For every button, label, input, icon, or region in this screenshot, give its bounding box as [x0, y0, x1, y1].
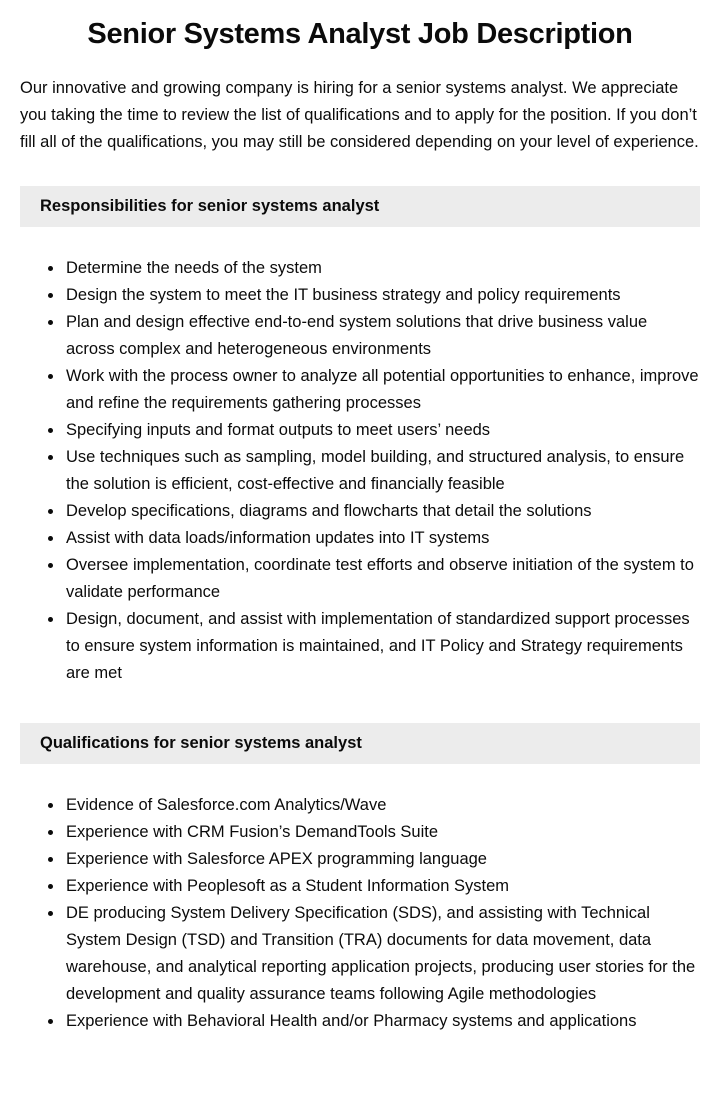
list-item: • Design, document, and assist with implementation of standardized support processes to ensure system information is maintained, and IT Policy and Strategy requirements are met [64, 606, 700, 687]
qualifications-list [20, 792, 700, 1035]
list-item: • Work with the process owner to analyze all potential opportunities to enhance, improve and refine the requirements gathering processes [64, 363, 700, 417]
list-item: • Experience with Behavioral Health and/or Pharmacy systems and applications [64, 1008, 700, 1035]
list-item: • Oversee implementation, coordinate test efforts and observe initiation of the system to validate performance [64, 552, 700, 606]
responsibilities-list [20, 255, 700, 687]
section-heading-responsibilities: Responsibilities for senior systems analyst [20, 186, 700, 227]
list-item: • Plan and design effective end-to-end system solutions that drive business value across complex and heterogeneous environments [64, 309, 700, 363]
list-item: • DE producing System Delivery Specification (SDS), and assisting with Technical System Design (TSD) and Transition (TRA) documents for data movement, data warehouse, and analytical reporting application projects, producing user stories for the development and quality assurance teams following Agile methodologies [64, 900, 700, 1008]
list-item: • Experience with CRM Fusion’s DemandTools Suite [64, 819, 700, 846]
list-item: • Develop specifications, diagrams and flowcharts that detail the solutions [64, 498, 700, 525]
list-item: • Experience with Salesforce APEX programming language [64, 846, 700, 873]
list-item: • Specifying inputs and format outputs to meet users’ needs [64, 417, 700, 444]
intro-paragraph: Our innovative and growing company is hiring for a senior systems analyst. We appreciate you taking the time to review the list of qualifications and to apply for the position. If you don’t fill all of the qualifications, you may still be considered depending on your level of experience. [20, 79, 699, 151]
list-item: • Evidence of Salesforce.com Analytics/Wave [64, 792, 700, 819]
list-item: • Experience with Peoplesoft as a Student Information System [64, 873, 700, 900]
list-item: • Use techniques such as sampling, model building, and structured analysis, to ensure the solution is efficient, cost-effective and financially feasible [64, 444, 700, 498]
list-item: • Determine the needs of the system [64, 255, 700, 282]
list-item: • Assist with data loads/information updates into IT systems [64, 525, 700, 552]
section-heading-qualifications: Qualifications for senior systems analyst [20, 723, 700, 764]
page-title: Senior Systems Analyst Job Description [87, 18, 633, 50]
list-item: • Design the system to meet the IT business strategy and policy requirements [64, 282, 700, 309]
